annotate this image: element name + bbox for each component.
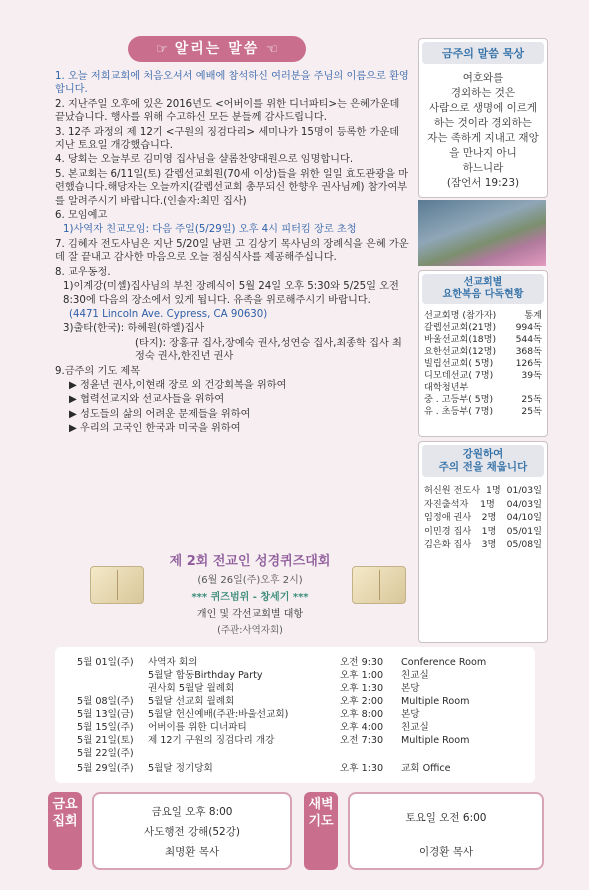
quiz-date: (6월 26일(주)오후 2시) — [197, 575, 303, 586]
announcement-2: 2. 지난주일 오후에 있은 2016년도 <어버이를 위한 디너파티>는 은혜가운데 끝났습니다. 행사를 위해 수고하신 모든 분들께 감사드립니다. — [55, 98, 400, 124]
announcement-8-sub3a: 3)출타(한국): 하혜원(하엘)집사 — [63, 323, 205, 335]
table-row: 허신원 전도사 1명 01/03일 — [424, 485, 542, 496]
prayer-item: ▶ 정윤년 권사,이현래 장로 외 건강회복을 위하여 — [69, 379, 287, 391]
missions-table-header: 선교회명 (참가자) 통계 — [424, 310, 542, 321]
verse-reference: (잠언서 19:23) — [446, 177, 520, 189]
pointing-hand-left-icon: ☜ — [266, 42, 278, 57]
schedule-row: 5월 22일(주) — [77, 748, 134, 759]
flowers-heading: 강원하여 주의 전을 채웁니다 — [422, 445, 544, 477]
table-row: 중 . 고등부( 5명) 25독 — [424, 394, 542, 405]
triangle-bullet-icon: ▶ — [69, 408, 77, 420]
flower-photo — [418, 200, 546, 266]
quiz-participants: 개인 및 각선교회별 대항 — [196, 609, 304, 620]
table-row: 자진출석자 1명 04/03일 — [424, 498, 542, 510]
schedule-row: 5월 01일(주) 사역자 회의 오전 9:30 Conference Room — [77, 657, 487, 668]
schedule-row: 5월 29일(주) 5월달 정기당회 오후 1:30 교회 Office — [77, 763, 451, 774]
bible-quiz-banner — [90, 550, 410, 634]
announcements-title-text: 알리는 말씀 — [174, 41, 260, 57]
missions-heading: 선교회별 요한복음 다독현황 — [422, 274, 544, 304]
quiz-scope: *** 퀴즈범위 - 창세기 *** — [191, 592, 309, 603]
schedule-row: 권사회 5월달 월례회 오후 1:30 본당 — [148, 683, 420, 694]
schedule-row: 5월달 합동Birthday Party 오후 1:00 친교실 — [148, 670, 429, 681]
prayer-item: ▶ 협력선교지와 선교사들을 위하여 — [69, 394, 225, 406]
weekly-verse-box — [418, 38, 548, 198]
friday-time: 금요일 오후 8:00 — [151, 806, 233, 818]
dawn-prayer-box — [348, 792, 544, 870]
announcement-8: 8. 교우동정. — [55, 266, 111, 278]
announcements-title — [128, 36, 306, 62]
table-row: 바울선교회(18명) 544독 — [424, 334, 542, 345]
flowers-table — [419, 480, 547, 556]
quiz-host: (주관:사역자회) — [217, 625, 283, 636]
schedule-row: 5월 13일(금) 5월달 헌신예배(주관:바울선교회) 오후 8:00 본당 — [77, 709, 420, 720]
announcement-9: 9.금주의 기도 제목 — [55, 365, 141, 377]
friday-sermon: 사도행전 강해(52강) — [144, 826, 240, 838]
announcement-4: 4. 당회는 오늘부로 김미영 집사님을 샬롬찬양대원으로 임명합니다. — [55, 154, 354, 166]
spacer — [350, 828, 542, 842]
table-row: 갈렙선교회(21명) 994독 — [424, 322, 542, 333]
table-row: 디모데선교( 7명) 39독 — [424, 370, 542, 381]
table-row: 유 . 초등부( 7명) 25독 — [424, 406, 542, 417]
monthly-schedule — [55, 647, 535, 783]
announcement-8-address: (4471 Lincoln Ave. Cypress, CA 90630) — [69, 308, 268, 320]
announcement-6-sub: 1)사역자 친교모임: 다음 주일(5/29일) 오후 4시 피터킴 장로 초청 — [63, 224, 357, 236]
dawn-leader: 이경환 목사 — [418, 846, 474, 858]
announcement-6: 6. 모임예고 — [55, 210, 108, 222]
verse-heading: 금주의 말씀 묵상 — [422, 42, 544, 64]
missions-table — [419, 307, 547, 421]
mission-reading-status-box — [418, 270, 548, 437]
dawn-time: 토요일 오전 6:00 — [405, 812, 487, 824]
triangle-bullet-icon: ▶ — [69, 379, 77, 391]
table-row: 이민경 집사 1명 05/01일 — [424, 525, 542, 537]
table-row: 요한선교회(12명) 368독 — [424, 346, 542, 357]
friday-service-label: 금요집회 — [48, 792, 82, 870]
prayer-item: ▶ 우리의 고국인 한국과 미국을 위하여 — [69, 423, 241, 435]
announcements-list — [55, 70, 411, 437]
pointing-hand-right-icon: ☞ — [156, 42, 168, 57]
verse-text: 여호와를 경외하는 것은 사람으로 생명에 이르게 하는 것이라 경외하는 자는 족하게 지내고 재앙 을 만나지 아니 하느니라 (잠언서 19:23) — [419, 67, 547, 191]
schedule-row: 5월 15일(주) 어버이를 위한 디너파티 오후 4:00 친교실 — [77, 722, 429, 733]
triangle-bullet-icon: ▶ — [69, 394, 77, 406]
dawn-prayer-label: 새벽기도 — [304, 792, 338, 870]
table-row: 김은화 집사 3명 05/08일 — [424, 539, 542, 550]
table-row: 임정애 권사 2명 04/10일 — [424, 512, 542, 523]
table-row: 빌립선교회( 5명) 126독 — [424, 358, 542, 369]
schedule-row: 5월 08일(주) 5월달 선교회 월례회 오후 2:00 Multiple Room — [77, 696, 470, 707]
friday-preacher: 최명환 목사 — [164, 846, 220, 858]
triangle-bullet-icon: ▶ — [69, 423, 77, 435]
table-row: 대학청년부 — [424, 382, 469, 393]
quiz-title: 제 2회 전교인 성경퀴즈대회 — [169, 554, 331, 569]
schedule-row: 5월 21일(토) 제 12기 구원의 징검다리 개강 오전 7:30 Multiple Room — [77, 735, 470, 746]
announcement-7: 7. 김혜자 전도사님은 지난 5/20일 남편 고 김상기 목사님의 장례식을 은혜 가운데 잘 끝내고 감사한 마음으로 오늘 점심식사를 제공해주십니다. — [55, 238, 409, 264]
friday-service-box — [92, 792, 292, 870]
announcement-8-sub3b: (타지): 장홍규 집사,장예숙 권사,성연승 집사,최종학 집사 최정숙 권사,한진년 권사 — [135, 337, 402, 363]
prayer-item: ▶ 성도들의 삶의 어려운 문제들을 위하여 — [69, 408, 251, 420]
announcement-1: 1. 오늘 저희교회에 처음오셔서 예배에 참석하신 여러분을 주님의 이름으로 환영합니다. — [55, 71, 409, 96]
announcement-5: 5. 본교회는 6/11일(토) 갈렙선교회원(70세 이상)들을 위한 일일 효도관광을 마련했습니다.해당자는 오늘까지(갈렙선교회 총무되신 한향우 권사님께) 참가여부를 알려주시기 바랍니다.(인솔자:최민 집사) — [55, 168, 409, 207]
announcement-8-sub1: 1)이계강(미셸)집사님의 부친 장례식이 5월 24일 오후 5:30와 5/25일 오전 8:30에 다음의 장소에서 있게 됩니다. 유족을 위로해주시기 바랍니다. — [63, 281, 399, 306]
announcement-3: 3. 12주 과정의 제 12기 <구원의 징검다리> 세미나가 15명이 등록한 가운데 지난 토요일 개강했습니다. — [55, 126, 400, 152]
flower-offering-box — [418, 441, 548, 643]
